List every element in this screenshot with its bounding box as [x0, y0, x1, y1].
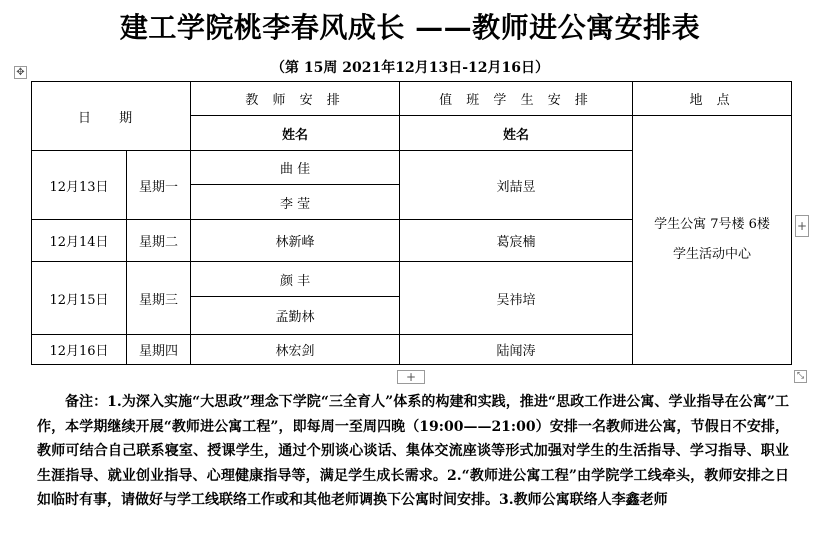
weekday-cell: 星期四	[127, 335, 191, 365]
teacher-cell: 曲 佳	[191, 151, 400, 185]
schedule-table	[31, 81, 792, 365]
location-line-2: 学生活动中心	[673, 247, 752, 262]
add-row-plus-icon[interactable]: +	[397, 370, 425, 384]
table-resize-icon[interactable]: ⤡	[794, 370, 807, 383]
teacher-cell: 林宏剑	[191, 335, 400, 365]
weekday-cell: 星期三	[127, 262, 191, 335]
teacher-cell: 颜 丰	[191, 262, 400, 297]
student-cell: 葛宸楠	[400, 220, 633, 262]
document-subtitle: （第 15周 2021年12月13日-12月16日）	[271, 60, 549, 76]
weekday-cell: 星期二	[127, 220, 191, 262]
date-header: 日 期	[32, 82, 191, 151]
student-name-label: 姓名	[400, 116, 633, 151]
date-cell: 12月13日	[32, 151, 127, 220]
note-paragraph: 备注：1.为深入实施“大思政”理念下学院“三全育人”体系的构建和实践，推进“思政工作进公寓、学业指导在公寓”工作，本学期继续开展“教师进公寓工程”，即每周一至周四晚（19:00——21:00）安排一名教师进公寓，节假日不安排，教师可结合自己联系寝室、授课学生，通过个别谈心谈话、集体交流座谈等形式加强对学生的生活指导、学习指导、职业生涯指导、就业创业指导、心理健康指导等，满足学生成长需求。2.“教师进公寓工程”由学院学工线牵头，教师安排之日如临时有事，请做好与学工线联络工作或和其他老师调换下公寓时间安排。3.教师公寓联络人李鑫老师	[37, 394, 789, 508]
date-cell: 12月15日	[32, 262, 127, 335]
location-header: 地 点	[633, 82, 792, 116]
date-cell: 12月16日	[32, 335, 127, 365]
student-cell: 陆闻涛	[400, 335, 633, 365]
document-title: 建工学院桃李春风成长 ——教师进公寓安排表	[119, 11, 701, 44]
teacher-cell: 林新峰	[191, 220, 400, 262]
location-cell	[633, 116, 792, 365]
table-move-handle-icon[interactable]: ✥	[14, 66, 27, 79]
teacher-header: 教 师 安 排	[191, 82, 400, 116]
teacher-cell: 李 莹	[191, 185, 400, 220]
student-cell: 吴祎培	[400, 262, 633, 335]
teacher-cell: 孟勤林	[191, 297, 400, 335]
add-column-plus-icon[interactable]: +	[795, 215, 809, 237]
teacher-name-label: 姓名	[191, 116, 400, 151]
date-cell: 12月14日	[32, 220, 127, 262]
student-cell: 刘喆昱	[400, 151, 633, 220]
student-header: 值 班 学 生 安 排	[400, 82, 633, 116]
weekday-cell: 星期一	[127, 151, 191, 220]
location-line-1: 学生公寓 7号楼 6楼	[654, 217, 770, 232]
